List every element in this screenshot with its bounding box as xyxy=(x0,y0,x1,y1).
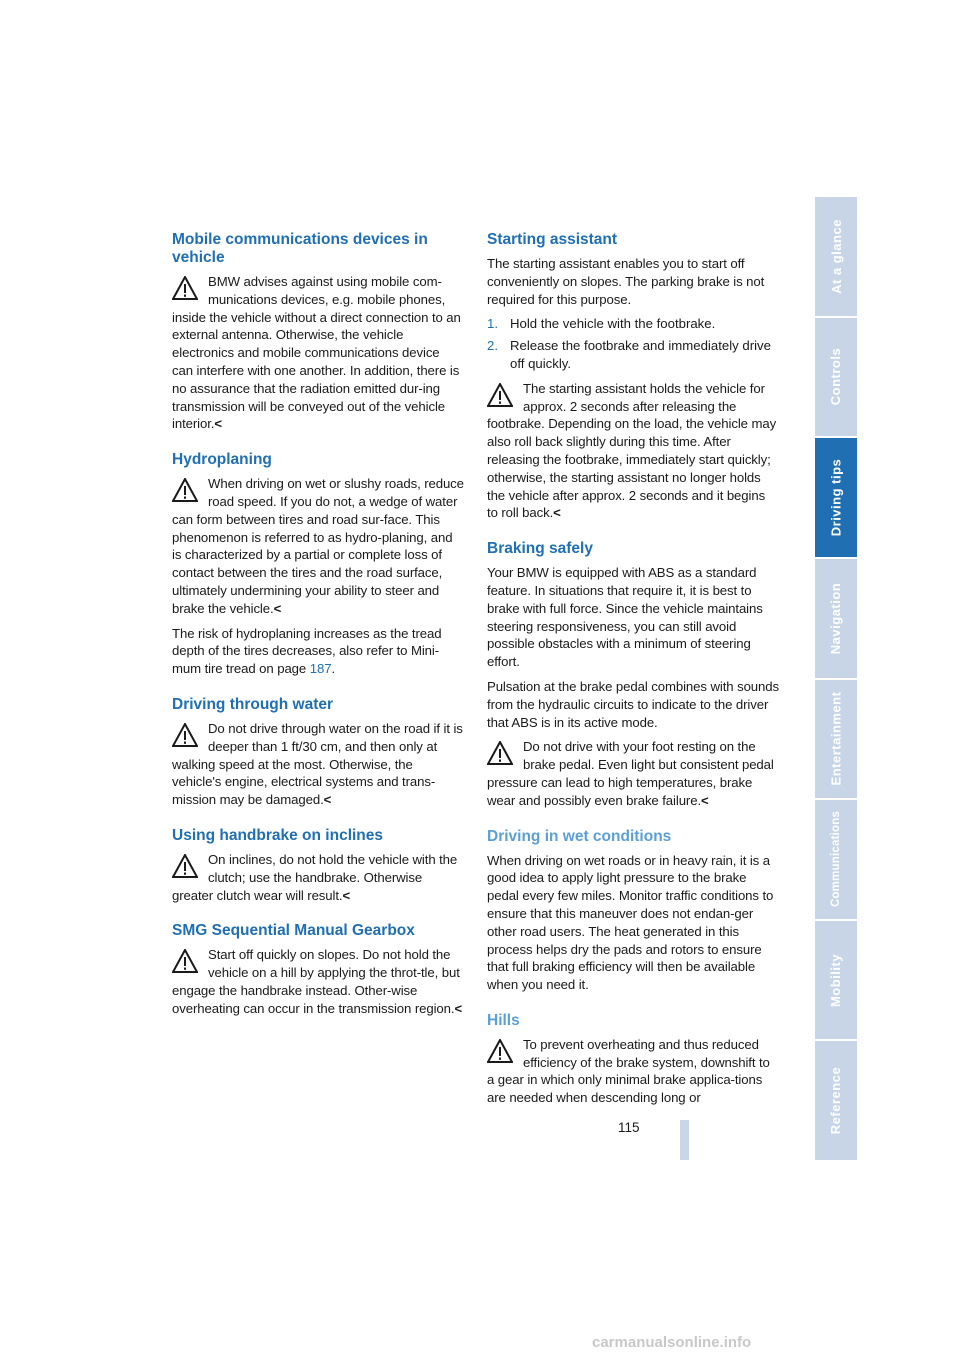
warning-starting-assistant: The starting assistant holds the vehicle for approx. 2 seconds after releasing the footbrake. Depending on the load, the vehicle may also roll back slightly during this time. After releasing the footbrake, immediately start quickly; otherwise, the starting assistant no longer holds the vehicle after approx. 2 seconds and it begins to roll back.< xyxy=(487,380,777,521)
warning-triangle-icon xyxy=(487,1039,513,1063)
warning-triangle-icon xyxy=(487,741,513,765)
page-number-bar xyxy=(680,1120,689,1160)
warning-triangle-icon xyxy=(172,854,198,878)
tab-controls[interactable]: Controls xyxy=(815,318,857,439)
right-column xyxy=(487,231,779,1114)
warning-hydroplaning: When driving on wet or slushy roads, reduce road speed. If you do not, a wedge of water can form between tires and road sur-face. This phenomenon is referred to as hydro-planing, and is characterized by a partial or complete loss of contact between the tires and the road surface, ultimately undermining your ability to steer and brake the vehicle.< xyxy=(172,476,464,616)
warning-triangle-icon xyxy=(172,949,198,973)
list-item: 2. Release the footbrake and immediately drive off quickly. xyxy=(487,338,771,371)
page-number: 115 xyxy=(618,1120,640,1135)
left-column xyxy=(172,231,464,1025)
paragraph-braking-abs: Your BMW is equipped with ABS as a standard feature. In situations that require it, it is best to brake with full force. Since the vehicle maintains steering responsiveness, you can still avoid possible obstacles with a minimum of steering effort. xyxy=(487,565,763,670)
section-title-hills: Hills xyxy=(487,1011,520,1029)
warning-handbrake-inclines: On inclines, do not hold the vehicle with the clutch; use the handbrake. Otherwise greater clutch wear will result.< xyxy=(172,851,458,903)
warning-smg-gearbox: Start off quickly on slopes. Do not hold the vehicle on a hill by applying the throt-tle, but engage the handbrake instead. Other-wise overheating can occur in the transmission region.< xyxy=(172,947,463,1016)
section-title-driving-through-water: Driving through water xyxy=(172,695,334,713)
tab-entertainment[interactable]: Entertainment xyxy=(815,680,857,801)
tab-navigation[interactable]: Navigation xyxy=(815,559,857,680)
warning-braking-pedal: Do not drive with your foot resting on the brake pedal. Even light but consistent pedal pressure can lead to high temperatures, brake wear and possibly even brake failure.< xyxy=(487,739,774,808)
starting-steps-list xyxy=(487,315,779,372)
section-title-starting-assistant: Starting assistant xyxy=(487,231,618,248)
warning-triangle-icon xyxy=(172,723,198,747)
warning-driving-through-water: Do not drive through water on the road if it is deeper than 1 ft/30 cm, and then only at walking speed at the most. Otherwise, the vehicle's engine, electrical systems and trans-mission may be damaged.< xyxy=(172,720,463,808)
section-title-hydroplaning: Hydroplaning xyxy=(172,451,272,469)
watermark: carmanualsonline.info xyxy=(592,1334,752,1351)
tab-driving-tips[interactable]: Driving tips xyxy=(815,438,857,559)
warning-triangle-icon xyxy=(487,383,513,407)
section-title-braking-safely: Braking safely xyxy=(487,540,593,558)
section-title-mobile-devices: Mobile communications devices in vehicle xyxy=(172,231,428,266)
paragraph-wet-conditions: When driving on wet roads or in heavy rain, it is a good idea to apply light pressure to the brake pedal every few miles. Monitor traffic conditions to ensure that this maneuver does not endan-ger other road users. The heat generated in this process helps dry the pads and rotors to ensure that full braking efficiency will then be available when you need it. xyxy=(487,852,774,993)
section-title-smg-gearbox: SMG Sequential Manual Gearbox xyxy=(172,922,415,940)
warning-hills: To prevent overheating and thus reduced efficiency of the brake system, downshift to a gear in which only minimal brake applica-tions are needed when descending long or xyxy=(487,1036,770,1106)
warning-triangle-icon xyxy=(172,478,198,502)
page-reference-link[interactable]: 187 xyxy=(309,661,332,677)
tab-communications[interactable]: Communications xyxy=(815,800,857,921)
warning-mobile-devices: BMW advises against using mobile com-munications devices, e.g. mobile phones, inside the vehicle without a direct connection to an external antenna. Otherwise, the vehicle electronics and mobile communications device can interfere with one another. In addition, there is no assurance that the radiation emitted dur-ing transmission will be conveyed out of the vehicle interior.< xyxy=(172,274,461,432)
paragraph-braking-pulsation: Pulsation at the brake pedal combines with sounds from the hydraulic circuits to indicate to the driver that ABS is in its active mode. xyxy=(487,678,779,730)
paragraph-starting-assistant: The starting assistant enables you to start off conveniently on slopes. The parking brake is not required for this purpose. xyxy=(487,256,765,307)
chapter-tabs-sidebar xyxy=(815,197,857,1160)
tab-reference[interactable]: Reference xyxy=(815,1041,857,1160)
paragraph-hydroplaning-tread: The risk of hydroplaning increases as the tread depth of the tires decreases, also refer to Mini-mum tire tread on page 187. xyxy=(172,625,442,677)
list-item: 1. Hold the vehicle with the footbrake. xyxy=(487,316,716,332)
tab-at-a-glance[interactable]: At a glance xyxy=(815,197,857,318)
warning-triangle-icon xyxy=(172,276,198,300)
section-title-handbrake-inclines: Using handbrake on inclines xyxy=(172,826,384,844)
section-title-wet-conditions: Driving in wet conditions xyxy=(487,827,672,845)
tab-mobility[interactable]: Mobility xyxy=(815,921,857,1042)
